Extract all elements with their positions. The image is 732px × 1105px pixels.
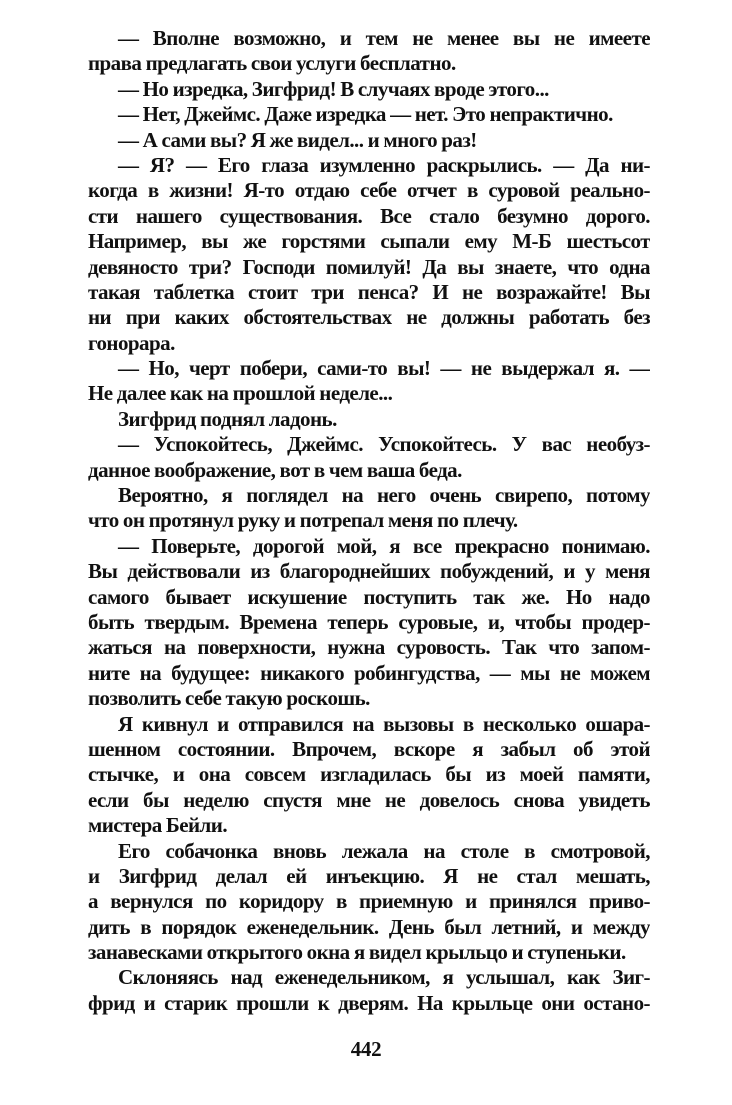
text-line: шенном состоянии. Впрочем, вскоре я забыл об этой	[88, 736, 650, 761]
text-line: — Я? — Его глаза изумленно раскрылись. — Да ни-	[118, 152, 650, 177]
text-line: что он протянул руку и потрепал меня по плечу.	[88, 508, 518, 533]
text-line: — А сами вы? Я же видел... и много раз!	[118, 127, 477, 152]
text-line: права предлагать свои услуги бесплатно.	[88, 51, 456, 76]
text-line: стычке, и она совсем изгладилась бы из моей памяти,	[88, 762, 650, 787]
text-line: фрид и старик прошли к дверям. На крыльце они остано-	[88, 990, 650, 1015]
text-line: Зигфрид поднял ладонь.	[118, 406, 337, 431]
text-line: Вы действовали из благороднейших побуждений, и у меня	[88, 559, 650, 584]
text-line: мистера Бейли.	[88, 813, 228, 838]
text-line: гонорара.	[88, 330, 175, 355]
text-line: жаться на поверхности, нужна суровость. Так что запом-	[88, 635, 650, 660]
text-line: Его собачонка вновь лежала на столе в смотровой,	[118, 838, 650, 863]
text-line: Не далее как на прошлой неделе...	[88, 381, 393, 406]
text-line: — Поверьте, дорогой мой, я все прекрасно понимаю.	[118, 533, 650, 558]
text-line: — Но, черт побери, сами-то вы! — не выдержал я. —	[118, 356, 650, 381]
text-line: ни при каких обстоятельствах не должны работать без	[88, 305, 650, 330]
text-line: — Но изредка, Зигфрид! В случаях вроде этого...	[118, 76, 549, 101]
text-line: занавесками открытого окна я видел крыльцо и ступеньки.	[88, 940, 626, 965]
text-line: — Успокойтесь, Джеймс. Успокойтесь. У вас необуз-	[118, 432, 650, 457]
text-line: самого бывает искушение поступить так же. Но надо	[88, 584, 650, 609]
page-text	[88, 26, 650, 1016]
text-line: — Вполне возможно, и тем не менее вы не имеете	[118, 26, 650, 50]
text-line: позволить себе такую роскошь.	[88, 686, 370, 711]
text-line: Например, вы же горстями сыпали ему М-Б шестьсот	[88, 229, 650, 254]
text-line: а вернулся по коридору в приемную и принялся приво-	[88, 889, 650, 914]
text-line: данное воображение, вот в чем ваша беда.	[88, 457, 462, 482]
text-line: девяносто три? Господи помилуй! Да вы знаете, что одна	[88, 254, 650, 279]
text-line: Склоняясь над еженедельником, я услышал, как Зиг-	[118, 965, 650, 990]
text-line: ните на будущее: никакого робингудства, — мы не можем	[88, 660, 650, 685]
text-line: дить в порядок еженедельник. День был летний, и между	[88, 914, 650, 939]
text-line: быть твердым. Времена теперь суровые, и, чтобы продер-	[88, 609, 650, 634]
text-line: Я кивнул и отправился на вызовы в несколько ошара-	[118, 711, 650, 736]
text-line: и Зигфрид делал ей инъекцию. Я не стал мешать,	[88, 863, 650, 888]
text-line: Вероятно, я поглядел на него очень свирепо, потому	[118, 483, 650, 508]
text-line: такая таблетка стоит три пенса? И не возражайте! Вы	[88, 279, 650, 304]
page-number: 442	[350, 1037, 382, 1061]
text-line: сти нашего существования. Все стало безумно дорого.	[88, 203, 650, 228]
text-line: — Нет, Джеймс. Даже изредка — нет. Это непрактично.	[118, 102, 613, 127]
text-line: когда в жизни! Я-то отдаю себе отчет в суровой реально-	[88, 178, 650, 203]
text-line: если бы неделю спустя мне не довелось снова увидеть	[88, 787, 650, 812]
